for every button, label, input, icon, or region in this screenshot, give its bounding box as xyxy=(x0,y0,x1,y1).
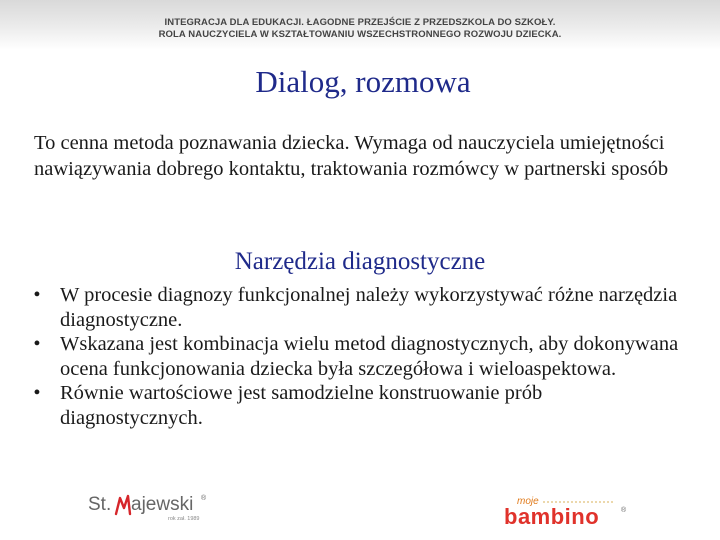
bambino-logo xyxy=(503,494,629,530)
logo-m-mark xyxy=(116,496,130,514)
logo-main-text: ajewski xyxy=(131,494,194,515)
page-title: Dialog, rozmowa xyxy=(255,64,471,99)
bullet-item xyxy=(30,332,680,381)
header-line-1: INTEGRACJA DLA EDUKACJI. ŁAGODNE PRZEJŚCIE Z PRZEDSZKOLA DO SZKOŁY. xyxy=(164,17,556,28)
bullet-item xyxy=(30,283,680,332)
intro-paragraph: To cenna metoda poznawania dziecka. Wymaga od nauczyciela umiejętności nawiązywania dobrego kontaktu, traktowania rozmówcy w partnerski sposób xyxy=(34,132,669,180)
bullet-item xyxy=(30,381,680,430)
logo-moje-text: moje xyxy=(517,496,539,507)
bullet-dot: • xyxy=(33,333,41,355)
bullet-text: Wskazana jest kombinacja wielu metod diagnostycznych, aby dokonywana ocena funkcjonowania dziecka była szczegółowa i wieloaspektowa. xyxy=(60,333,679,380)
logo-reg-mark: ® xyxy=(201,495,207,502)
bullet-dot: • xyxy=(33,382,41,404)
majewski-logo xyxy=(86,488,216,524)
section-subtitle-text: Narzędzia diagnostyczne xyxy=(234,248,486,275)
logo-bambino-text: bambino xyxy=(504,504,600,529)
header-line-2: ROLA NAUCZYCIELA W KSZTAŁTOWANIU WSZECHSTRONNEGO ROZWOJU DZIECKA. xyxy=(158,29,562,40)
logo-founded-text: rok zał. 1989 xyxy=(168,516,200,522)
section-subtitle xyxy=(0,248,720,276)
bullet-dot: • xyxy=(33,284,41,306)
header-project-title xyxy=(60,17,660,41)
logo-st-text: St. xyxy=(88,494,112,515)
bullet-text: Równie wartościowe jest samodzielne konstruowanie prób diagnostycznych. xyxy=(60,382,543,429)
bullet-text: W procesie diagnozy funkcjonalnej należy wykorzystywać różne narzędzia diagnostyczne. xyxy=(60,284,678,331)
bullet-list xyxy=(30,283,680,430)
logo-bambino-reg: ® xyxy=(621,507,627,514)
